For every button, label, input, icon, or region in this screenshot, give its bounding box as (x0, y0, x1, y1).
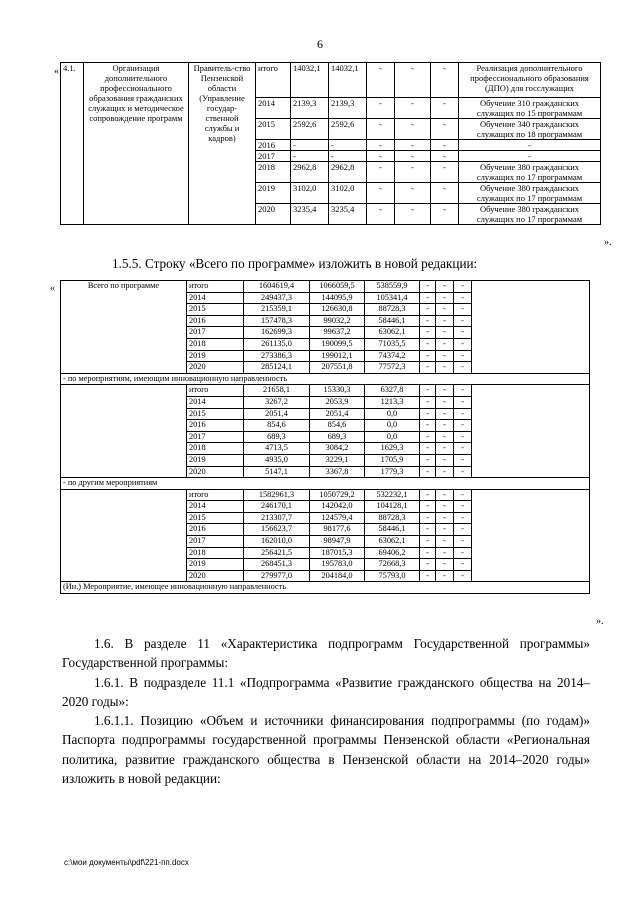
year-cell: итого (256, 63, 291, 98)
value-cell: 88728,3 (365, 512, 420, 524)
value-cell: - (436, 304, 454, 316)
year-cell: 2015 (256, 119, 291, 140)
value-cell: - (395, 162, 431, 183)
value-cell: - (454, 408, 472, 420)
year-cell: 2017 (187, 536, 244, 548)
group-title: - по мероприятиям, имеющим инновационную направленность (61, 373, 590, 385)
value-cell: - (420, 362, 436, 374)
value-cell: 15330,3 (310, 385, 365, 397)
close-quote-table2: ». (596, 616, 604, 627)
value-cell: 532232,1 (365, 489, 420, 501)
year-cell: 2020 (187, 362, 244, 374)
value-cell: - (431, 119, 459, 140)
page-number: 6 (317, 37, 323, 51)
value-cell: 2051,4 (244, 408, 310, 420)
value-cell: - (436, 338, 454, 350)
value-cell: - (420, 489, 436, 501)
value-cell: - (395, 119, 431, 140)
value-cell: - (395, 151, 431, 162)
year-cell: 2020 (187, 570, 244, 582)
value-cell: - (436, 420, 454, 432)
value-cell: 0,0 (365, 420, 420, 432)
result-cell: - (459, 151, 601, 162)
value-cell: - (436, 350, 454, 362)
value-cell: 1604619,4 (244, 281, 310, 293)
value-cell: 157478,3 (244, 315, 310, 327)
value-cell: 0,0 (365, 408, 420, 420)
value-cell: 74374,2 (365, 350, 420, 362)
close-quote-table1: ». (604, 237, 612, 248)
total-cell: 2962,8 (291, 162, 329, 183)
group-title-row (61, 373, 590, 385)
file-path-footer: c:\мои документы\pdf\221-пп.docx (64, 858, 189, 867)
value-cell: 162699,3 (244, 327, 310, 339)
value-cell: - (436, 327, 454, 339)
value-cell: - (454, 281, 472, 293)
value-cell: - (436, 466, 454, 478)
value-cell: 249437,3 (244, 292, 310, 304)
value-cell: 105341,4 (365, 292, 420, 304)
paragraph-1-6: 1.6. В разделе 11 «Характеристика подпрограмм Государственной программы» Государственной программы: (62, 636, 590, 671)
value-cell: - (454, 466, 472, 478)
value-cell: 77572,3 (365, 362, 420, 374)
table-total-by-program (60, 280, 590, 594)
value-cell: - (431, 98, 459, 119)
value-cell: - (431, 63, 459, 98)
value-cell: 1213,3 (365, 396, 420, 408)
value-cell: - (436, 315, 454, 327)
value-cell: - (367, 204, 395, 225)
value-cell: - (436, 362, 454, 374)
paragraph-1-6-1: 1.6.1. В подразделе 11.1 «Подпрограмма «Развитие гражданского общества на 2014–2020 годы»: (62, 674, 590, 709)
value-cell: - (420, 396, 436, 408)
result-cell: Обучение 380 гражданских служащих по 17 программам (459, 183, 601, 204)
value-cell: - (420, 454, 436, 466)
total-cell: 3235,4 (291, 204, 329, 225)
value-cell: 6327,8 (365, 385, 420, 397)
value-cell: 213307,7 (244, 512, 310, 524)
year-cell: 2016 (187, 420, 244, 432)
value-cell: - (454, 501, 472, 513)
result-cell: Обучение 380 гражданских служащих по 17 программам (459, 162, 601, 183)
value-cell: - (454, 547, 472, 559)
value-cell: - (454, 420, 472, 432)
year-cell: 2018 (187, 443, 244, 455)
year-cell: 2018 (187, 338, 244, 350)
value-cell: 0,0 (365, 431, 420, 443)
year-cell: 2014 (256, 98, 291, 119)
value-cell: - (367, 151, 395, 162)
value-cell: - (454, 315, 472, 327)
value-cell: - (454, 431, 472, 443)
value-cell: - (454, 536, 472, 548)
year-cell: 2015 (187, 512, 244, 524)
value-cell: - (436, 501, 454, 513)
value-cell: - (436, 443, 454, 455)
value-cell: 204184,0 (310, 570, 365, 582)
activity-number: 4.1. (61, 63, 84, 225)
heading-1-5-5: 1.5.5. Строку «Всего по программе» изложить в новой редакции: (112, 256, 478, 271)
value-cell: - (454, 570, 472, 582)
value-cell: 99032,2 (310, 315, 365, 327)
total-cell: 2592,6 (291, 119, 329, 140)
table-row (61, 281, 590, 293)
result-cell: - (459, 140, 601, 151)
open-quote-table1: « (54, 66, 59, 77)
body-text (62, 634, 590, 788)
value-cell: 69406,2 (365, 547, 420, 559)
value-cell: 1705,9 (365, 454, 420, 466)
value-cell: - (436, 292, 454, 304)
value-cell: 156623,7 (244, 524, 310, 536)
value-cell: - (454, 362, 472, 374)
value-cell: - (329, 140, 367, 151)
value-cell: - (436, 408, 454, 420)
year-cell: 2016 (187, 315, 244, 327)
value-cell: 63062,1 (365, 536, 420, 548)
value-cell: 162010,0 (244, 536, 310, 548)
value-cell: - (420, 420, 436, 432)
value-cell: - (436, 570, 454, 582)
value-cell: 256421,5 (244, 547, 310, 559)
value-cell: - (420, 304, 436, 316)
year-cell: 2016 (187, 524, 244, 536)
value-cell: - (454, 454, 472, 466)
value-cell: - (420, 281, 436, 293)
activity-executor: Правитель-ство Пензенской области (Управление государ-ственной службы и кадров) (189, 63, 256, 225)
value-cell: - (395, 140, 431, 151)
value-cell: - (436, 524, 454, 536)
value-cell: 75793,0 (365, 570, 420, 582)
value-cell: - (454, 396, 472, 408)
activity-name: Организация дополнительного профессионального образования гражданских служащих и методическое сопровождение программ (84, 63, 189, 225)
value-cell: - (436, 547, 454, 559)
result-cell: Реализация дополнительного профессионального образования (ДПО) для госслужащих (459, 63, 601, 98)
year-cell: итого (187, 281, 244, 293)
paragraph-1-6-1-1: 1.6.1.1. Позицию «Объем и источники финансирования подпрограммы (по годам)» Паспорта подпрограммы государственной программы Пензенской области «Региональная политика, развитие гражданского общества в Пензенской области на 2014–2020 годы» изложить в новой редакции: (62, 713, 590, 787)
value-cell: 187015,3 (310, 547, 365, 559)
value-cell: - (420, 536, 436, 548)
value-cell: 4713,5 (244, 443, 310, 455)
value-cell: 279977,0 (244, 570, 310, 582)
value-cell: 689,3 (244, 431, 310, 443)
value-cell: - (431, 151, 459, 162)
value-cell: - (420, 466, 436, 478)
value-cell: - (367, 119, 395, 140)
value-cell: - (420, 524, 436, 536)
value-cell: 104128,1 (365, 501, 420, 513)
year-cell: 2016 (256, 140, 291, 151)
result-cell (472, 385, 590, 478)
value-cell: 854,6 (310, 420, 365, 432)
value-cell: 3102,0 (329, 183, 367, 204)
year-cell: 2015 (187, 408, 244, 420)
result-cell (472, 281, 590, 374)
year-cell: 2019 (187, 559, 244, 571)
value-cell: - (454, 292, 472, 304)
value-cell: - (454, 524, 472, 536)
group-label (61, 489, 187, 582)
value-cell: - (420, 443, 436, 455)
group-title-row (61, 478, 590, 490)
year-cell: 2020 (187, 466, 244, 478)
year-cell: 2020 (256, 204, 291, 225)
value-cell: - (431, 140, 459, 151)
value-cell: 58446,1 (365, 315, 420, 327)
value-cell: 190099,5 (310, 338, 365, 350)
value-cell: - (395, 63, 431, 98)
year-cell: 2017 (256, 151, 291, 162)
year-cell: 2014 (187, 501, 244, 513)
value-cell: - (454, 338, 472, 350)
footnote: (Ин.) Мероприятие, имеющее инновационную направленность (61, 582, 590, 594)
value-cell: - (367, 162, 395, 183)
year-cell: 2019 (256, 183, 291, 204)
value-cell: 273386,3 (244, 350, 310, 362)
value-cell: 3084,2 (310, 443, 365, 455)
value-cell: - (454, 489, 472, 501)
value-cell: - (454, 327, 472, 339)
value-cell: 268451,3 (244, 559, 310, 571)
group-label (61, 385, 187, 478)
value-cell: - (420, 327, 436, 339)
value-cell: 246170,1 (244, 501, 310, 513)
value-cell: 98947,9 (310, 536, 365, 548)
value-cell: - (454, 350, 472, 362)
total-cell: 14032,1 (291, 63, 329, 98)
value-cell: 126630,8 (310, 304, 365, 316)
value-cell: - (367, 98, 395, 119)
total-cell: - (291, 140, 329, 151)
value-cell: - (431, 183, 459, 204)
value-cell: - (367, 140, 395, 151)
table-row (61, 489, 590, 501)
value-cell: 2962,8 (329, 162, 367, 183)
value-cell: 3235,4 (329, 204, 367, 225)
year-cell: 2019 (187, 350, 244, 362)
result-cell: Обучение 380 гражданских служащих по 17 программам (459, 204, 601, 225)
value-cell: 21658,1 (244, 385, 310, 397)
value-cell: - (436, 536, 454, 548)
value-cell: 538559,9 (365, 281, 420, 293)
value-cell: 2592,6 (329, 119, 367, 140)
year-cell: итого (187, 385, 244, 397)
total-cell: 3102,0 (291, 183, 329, 204)
table-row (61, 385, 590, 397)
year-cell: 2018 (187, 547, 244, 559)
value-cell: - (420, 431, 436, 443)
year-cell: 2019 (187, 454, 244, 466)
value-cell: 199012,1 (310, 350, 365, 362)
value-cell: 207551,8 (310, 362, 365, 374)
value-cell: - (431, 204, 459, 225)
value-cell: 215359,1 (244, 304, 310, 316)
total-cell: 2139,3 (291, 98, 329, 119)
value-cell: - (436, 431, 454, 443)
table-row (61, 63, 601, 98)
value-cell: - (329, 151, 367, 162)
value-cell: 99637,2 (310, 327, 365, 339)
value-cell: 1050729,2 (310, 489, 365, 501)
value-cell: - (454, 304, 472, 316)
value-cell: - (436, 559, 454, 571)
footnote-row (61, 582, 590, 594)
value-cell: 2139,3 (329, 98, 367, 119)
year-cell: 2014 (187, 396, 244, 408)
value-cell: 3229,1 (310, 454, 365, 466)
value-cell: - (420, 547, 436, 559)
value-cell: 195783,0 (310, 559, 365, 571)
total-label: Всего по программе (61, 281, 187, 374)
value-cell: - (454, 512, 472, 524)
value-cell: 2053,9 (310, 396, 365, 408)
value-cell: 3367,8 (310, 466, 365, 478)
value-cell: - (367, 183, 395, 204)
value-cell: - (420, 315, 436, 327)
value-cell: 124579,4 (310, 512, 365, 524)
total-cell: - (291, 151, 329, 162)
value-cell: - (436, 396, 454, 408)
value-cell: 1629,3 (365, 443, 420, 455)
value-cell: - (420, 501, 436, 513)
value-cell: - (436, 454, 454, 466)
value-cell: 2051,4 (310, 408, 365, 420)
value-cell: - (367, 63, 395, 98)
value-cell: 261135,0 (244, 338, 310, 350)
group-title: - по другим мероприятиям (61, 478, 590, 490)
value-cell: - (395, 204, 431, 225)
value-cell: 63062,1 (365, 327, 420, 339)
value-cell: 3267,2 (244, 396, 310, 408)
value-cell: 14032,1 (329, 63, 367, 98)
value-cell: - (454, 385, 472, 397)
value-cell: - (395, 98, 431, 119)
value-cell: - (454, 443, 472, 455)
value-cell: - (420, 292, 436, 304)
value-cell: - (436, 281, 454, 293)
year-cell: 2017 (187, 327, 244, 339)
value-cell: - (420, 338, 436, 350)
value-cell: - (420, 570, 436, 582)
value-cell: 854,6 (244, 420, 310, 432)
year-cell: 2018 (256, 162, 291, 183)
open-quote-table2: « (50, 283, 55, 294)
value-cell: 72668,3 (365, 559, 420, 571)
value-cell: - (420, 559, 436, 571)
value-cell: - (420, 350, 436, 362)
year-cell: 2014 (187, 292, 244, 304)
value-cell: 58446,1 (365, 524, 420, 536)
value-cell: 1066059,5 (310, 281, 365, 293)
value-cell: - (431, 162, 459, 183)
year-cell: 2017 (187, 431, 244, 443)
value-cell: 1582961,3 (244, 489, 310, 501)
value-cell: - (436, 385, 454, 397)
value-cell: - (454, 559, 472, 571)
value-cell: - (420, 385, 436, 397)
value-cell: - (420, 408, 436, 420)
result-cell: Обучение 310 гражданских служащих по 15 программам (459, 98, 601, 119)
value-cell: 88728,3 (365, 304, 420, 316)
value-cell: 142042,0 (310, 501, 365, 513)
value-cell: - (420, 512, 436, 524)
value-cell: 144095,9 (310, 292, 365, 304)
value-cell: 1779,3 (365, 466, 420, 478)
value-cell: 689,3 (310, 431, 365, 443)
result-cell: Обучение 340 гражданских служащих по 18 программам (459, 119, 601, 140)
value-cell: - (436, 512, 454, 524)
value-cell: 4935,0 (244, 454, 310, 466)
year-cell: 2015 (187, 304, 244, 316)
value-cell: 71035,5 (365, 338, 420, 350)
value-cell: - (436, 489, 454, 501)
value-cell: - (395, 183, 431, 204)
year-cell: итого (187, 489, 244, 501)
result-cell (472, 489, 590, 582)
table-activity-4-1 (60, 62, 601, 225)
value-cell: 5147,1 (244, 466, 310, 478)
value-cell: 285124,1 (244, 362, 310, 374)
value-cell: 98177,6 (310, 524, 365, 536)
